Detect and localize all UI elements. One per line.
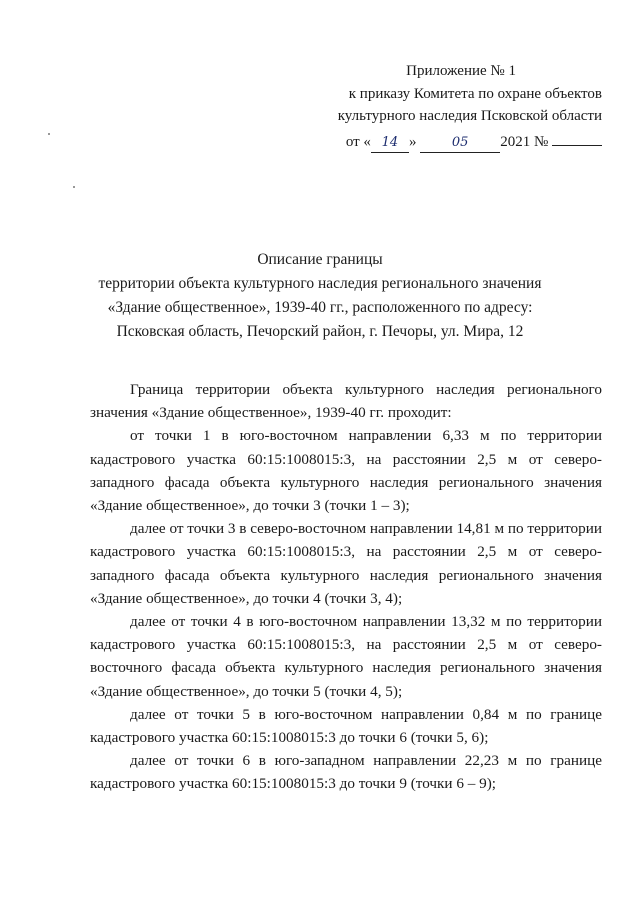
date-mid: »: [408, 133, 417, 150]
title-line-4: Псковская область, Печорский район, г. Печоры, ул. Мира, 12: [116, 323, 524, 340]
body-paragraph: далее от точки 3 в северо-восточном направлении 14,81 м по территории кадастрового участка 60:15:1008015:3, на расстоянии 2,5 м от северо-западного фасада объекта культурного наследия регионального значения «Здание общественное», до точки 4 (точки 3, 4);: [90, 520, 602, 607]
body-paragraph: далее от точки 6 в юго-западном направлении 22,23 м по границе кадастрового участка 60:15:1008015:3 до точки 9 (точки 6 – 9);: [90, 752, 602, 793]
appendix-number: Приложение № 1: [406, 63, 516, 79]
date-month-handwritten: 05: [420, 135, 500, 153]
date-year: 2021 №: [500, 133, 549, 150]
scan-speck: [48, 133, 50, 135]
title-line-2: территории объекта культурного наследия регионального значения: [98, 275, 542, 292]
scan-speck: [73, 186, 75, 188]
appendix-committee: культурного наследия Псковской области: [337, 108, 602, 124]
date-day-handwritten: 14: [371, 135, 409, 153]
document-title: [0, 248, 640, 344]
title-line-3: «Здание общественное», 1939-40 гг., расположенного по адресу:: [107, 299, 533, 316]
body-paragraph: от точки 1 в юго-восточном направлении 6,33 м по территории кадастрового участка 60:15:1008015:3, на расстоянии 2,5 м от северо-западного фасада объекта культурного наследия регионального значения «Здание общественное», до точки 3 (точки 1 – 3);: [90, 427, 602, 515]
body-paragraph: далее от точки 5 в юго-восточном направлении 0,84 м по границе кадастрового участка 60:15:1008015:3 до точки 6 (точки 5, 6);: [90, 705, 602, 747]
appendix-order-ref: к приказу Комитета по охране объектов: [348, 85, 602, 102]
date-prefix: от «: [345, 133, 371, 150]
appendix-date-line: [338, 128, 602, 154]
order-number-handwritten: [552, 128, 602, 146]
title-line-1: Описание границы: [257, 251, 383, 268]
body-paragraph: далее от точки 4 в юго-восточном направлении 13,32 м по территории кадастрового участка 60:15:1008015:3, на расстоянии 2,5 м от северо-восточного фасада объекта культурного наследия регионального значения «Здание общественное», до точки 5 (точки 4, 5);: [90, 613, 602, 700]
appendix-header: [338, 60, 602, 153]
document-body: [90, 378, 602, 796]
body-paragraph: Граница территории объекта культурного наследия регионального значения «Здание общественное», 1939-40 гг. проходит:: [90, 381, 602, 422]
